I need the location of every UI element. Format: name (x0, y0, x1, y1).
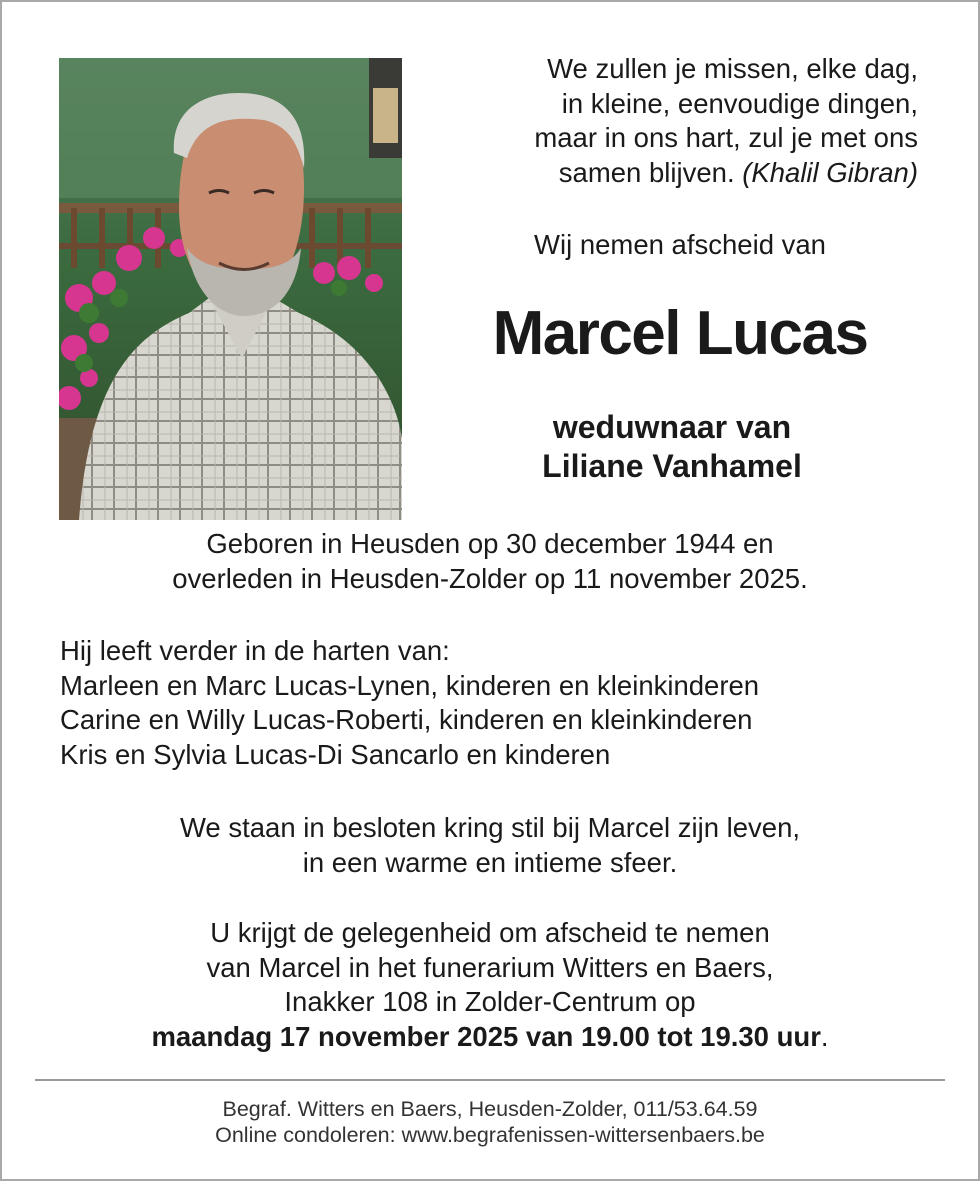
visitation-line: U krijgt de gelegenheid om afscheid te nemen (210, 917, 770, 948)
widow-label: weduwnaar van (552, 409, 792, 445)
quote-line: in kleine, eenvoudige dingen, (561, 87, 918, 119)
quote-line-last (458, 156, 918, 191)
visitation-datetime-line (0, 1020, 980, 1055)
visitation-line: Inakker 108 in Zolder-Centrum op (284, 986, 696, 1017)
online-condolence-link[interactable]: Online condoleren: www.begrafenissen-wittersenbaers.be (215, 1123, 765, 1147)
ceremony-line: We staan in besloten kring stil bij Marcel zijn leven, (179, 812, 801, 843)
quote-author: (Khalil Gibran) (742, 156, 918, 188)
survivor-line: Marleen en Marc Lucas-Lynen, kinderen en kleinkinderen (60, 669, 760, 701)
quote-line: We zullen je missen, elke dag, (547, 53, 918, 84)
footer (0, 1096, 980, 1148)
birth-line: Geboren in Heusden op 30 december 1944 en (206, 528, 774, 559)
visitation-period: . (820, 1020, 829, 1052)
footer-divider (35, 1079, 945, 1081)
survivor-line: Kris en Sylvia Lucas-Di Sancarlo en kinderen (60, 738, 611, 770)
survived-by (60, 634, 940, 772)
quote-line: samen blijven. (558, 156, 735, 188)
survivor-line: Carine en Willy Lucas-Roberti, kinderen en kleinkinderen (60, 704, 753, 735)
survived-heading: Hij leeft verder in de harten van: (60, 635, 450, 666)
spouse-name: Liliane Vanhamel (542, 448, 802, 484)
death-line: overleden in Heusden-Zolder op 11 november 2025. (172, 562, 808, 594)
farewell-intro: Wij nemen afscheid van (534, 229, 826, 260)
ceremony-line: in een warme en intieme sfeer. (302, 846, 678, 878)
widow-info (470, 408, 874, 486)
visitation-info (0, 916, 980, 1054)
birth-death-info (0, 527, 980, 596)
portrait-photo (59, 58, 402, 520)
visitation-datetime: maandag 17 november 2025 van 19.00 tot 19.30 uur (151, 1020, 821, 1052)
visitation-line: van Marcel in het funerarium Witters en Baers, (206, 951, 774, 983)
deceased-name: Marcel Lucas (492, 299, 868, 368)
quote-line: maar in ons hart, zul je met ons (534, 122, 918, 153)
quote-block (458, 52, 918, 190)
ceremony-text (0, 811, 980, 880)
funeral-home-contact: Begraf. Witters en Baers, Heusden-Zolder, 011/53.64.59 (222, 1097, 758, 1121)
